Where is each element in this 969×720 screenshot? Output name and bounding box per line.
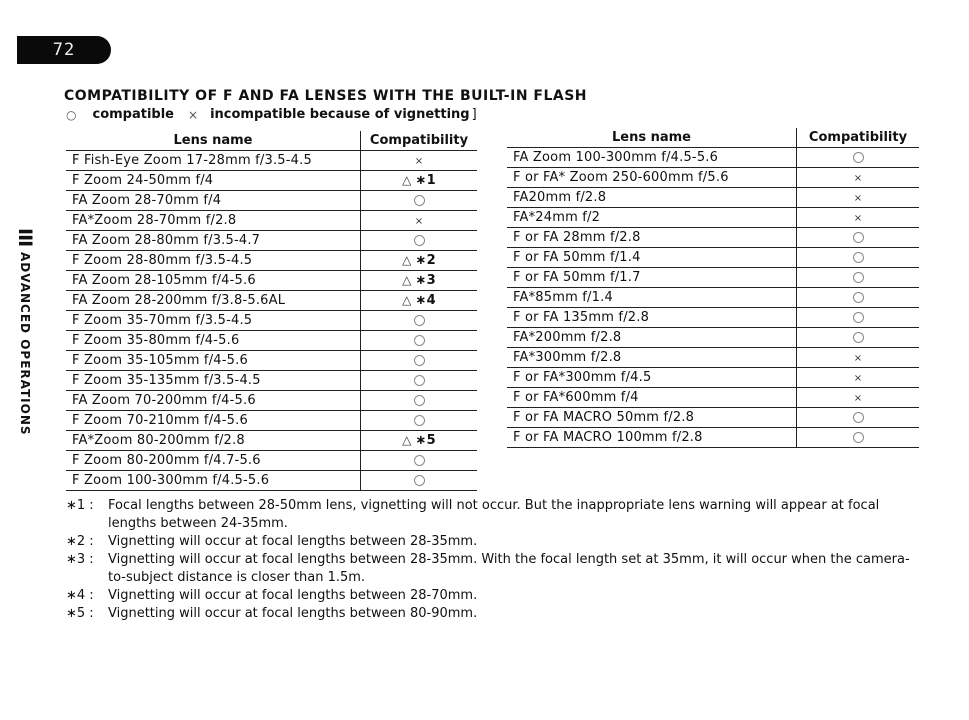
partial-triangle-icon: △ xyxy=(402,273,412,287)
lens-name-cell: FA*Zoom 80-200mm f/2.8 xyxy=(66,431,361,451)
table-row xyxy=(507,328,919,348)
lens-name-cell: F or FA*300mm f/4.5 xyxy=(507,368,797,388)
compatible-circle-icon xyxy=(414,455,425,466)
table-row xyxy=(507,228,919,248)
compatibility-cell xyxy=(361,351,478,371)
compatibility-cell xyxy=(361,331,478,351)
incompatible-x-icon: × xyxy=(853,213,863,224)
footnote xyxy=(66,551,926,587)
table-row xyxy=(507,268,919,288)
table-row xyxy=(507,368,919,388)
compatibility-cell xyxy=(797,348,920,368)
table-row xyxy=(66,471,477,491)
table-row xyxy=(507,308,919,328)
table-row xyxy=(66,391,477,411)
legend-bracket: ] xyxy=(471,107,477,122)
compatibility-cell xyxy=(361,471,478,491)
footnote-text: Focal lengths between 28-50mm lens, vignetting will not occur. But the inappropriate lens warning will appear at focal lengths between 24-35mm. xyxy=(108,498,880,531)
chapter-title: ADVANCED OPERATIONS xyxy=(18,252,32,436)
table-row xyxy=(66,251,477,271)
lens-name-cell: F or FA MACRO 100mm f/2.8 xyxy=(507,428,797,448)
lens-name-cell: FA Zoom 28-200mm f/3.8-5.6AL xyxy=(66,291,361,311)
lens-name-cell: FA*24mm f/2 xyxy=(507,208,797,228)
page-number: 72 xyxy=(52,40,76,60)
table-row xyxy=(507,408,919,428)
table-row xyxy=(507,148,919,168)
compatibility-cell xyxy=(361,431,478,451)
compatible-circle-icon xyxy=(853,232,864,243)
compatibility-cell xyxy=(797,428,920,448)
compatibility-cell xyxy=(797,148,920,168)
lens-name-cell: F Fish-Eye Zoom 17-28mm f/3.5-4.5 xyxy=(66,151,361,171)
lens-name-cell: F or FA MACRO 50mm f/2.8 xyxy=(507,408,797,428)
lens-name-cell: FA Zoom 28-80mm f/3.5-4.7 xyxy=(66,231,361,251)
lens-name-cell: FA Zoom 28-105mm f/4-5.6 xyxy=(66,271,361,291)
lens-name-cell: F Zoom 28-80mm f/3.5-4.5 xyxy=(66,251,361,271)
lens-name-cell: F Zoom 35-80mm f/4-5.6 xyxy=(66,331,361,351)
lens-table-right xyxy=(507,128,919,448)
compatibility-cell xyxy=(797,208,920,228)
compatibility-cell xyxy=(797,328,920,348)
table-row xyxy=(66,231,477,251)
compatibility-cell xyxy=(797,268,920,288)
table-row xyxy=(66,351,477,371)
footnote-reference: ∗5 xyxy=(415,433,436,448)
compatible-circle-icon xyxy=(414,195,425,206)
lens-name-cell: F Zoom 35-135mm f/3.5-4.5 xyxy=(66,371,361,391)
compatible-circle-icon xyxy=(853,312,864,323)
compatible-circle-icon xyxy=(853,292,864,303)
lens-table-left xyxy=(66,131,477,491)
incompatible-x-icon: × xyxy=(853,393,863,404)
compatible-circle-icon xyxy=(414,315,425,326)
table-header-row xyxy=(66,131,477,151)
compatible-symbol: ○ xyxy=(66,107,77,122)
lens-name-cell: F Zoom 35-105mm f/4-5.6 xyxy=(66,351,361,371)
chapter-numeral: III xyxy=(14,228,36,247)
compatibility-cell xyxy=(361,171,478,191)
compatible-circle-icon xyxy=(414,235,425,246)
table-row xyxy=(507,168,919,188)
partial-triangle-icon: △ xyxy=(402,293,412,307)
lens-name-cell: FA Zoom 28-70mm f/4 xyxy=(66,191,361,211)
lens-name-cell: FA*300mm f/2.8 xyxy=(507,348,797,368)
table-row xyxy=(66,151,477,171)
footnote-reference: ∗3 xyxy=(415,273,436,288)
table-row xyxy=(66,291,477,311)
table-row xyxy=(66,451,477,471)
compatibility-cell xyxy=(797,288,920,308)
lens-name-cell: F Zoom 80-200mm f/4.7-5.6 xyxy=(66,451,361,471)
table-row xyxy=(66,311,477,331)
compatible-circle-icon xyxy=(853,332,864,343)
incompatible-x-icon: × xyxy=(853,193,863,204)
header-lens-name: Lens name xyxy=(507,128,797,148)
lens-name-cell: FA20mm f/2.8 xyxy=(507,188,797,208)
compatibility-cell xyxy=(797,228,920,248)
compatibility-cell xyxy=(797,408,920,428)
lens-name-cell: F or FA*600mm f/4 xyxy=(507,388,797,408)
compatible-circle-icon xyxy=(853,152,864,163)
table-row xyxy=(66,331,477,351)
table-row xyxy=(507,248,919,268)
lens-name-cell: FA Zoom 100-300mm f/4.5-5.6 xyxy=(507,148,797,168)
lens-name-cell: F or FA* Zoom 250-600mm f/5.6 xyxy=(507,168,797,188)
table-row xyxy=(507,348,919,368)
table-row xyxy=(66,431,477,451)
table-header-row xyxy=(507,128,919,148)
footnote-reference: ∗1 xyxy=(415,173,436,188)
compatibility-cell xyxy=(361,411,478,431)
footnote-reference: ∗4 xyxy=(415,293,436,308)
partial-triangle-icon: △ xyxy=(402,173,412,187)
lens-name-cell: F or FA 28mm f/2.8 xyxy=(507,228,797,248)
table-row xyxy=(66,271,477,291)
lens-name-cell: FA*200mm f/2.8 xyxy=(507,328,797,348)
table-row xyxy=(66,211,477,231)
compatibility-cell xyxy=(797,168,920,188)
page-title: COMPATIBILITY OF F AND FA LENSES WITH THE BUILT-IN FLASH xyxy=(64,88,588,104)
compatible-circle-icon xyxy=(853,432,864,443)
compatibility-cell xyxy=(361,451,478,471)
header-compatibility: Compatibility xyxy=(361,131,478,151)
compatible-circle-icon xyxy=(853,412,864,423)
compatibility-cell xyxy=(361,251,478,271)
footnote-mark: ∗5 : xyxy=(66,606,94,621)
compatible-circle-icon xyxy=(414,375,425,386)
compatibility-cell xyxy=(361,371,478,391)
compatibility-cell xyxy=(797,248,920,268)
table-row xyxy=(66,411,477,431)
footnote-mark: ∗3 : xyxy=(66,552,94,567)
compatible-circle-icon xyxy=(853,252,864,263)
lens-name-cell: F or FA 50mm f/1.4 xyxy=(507,248,797,268)
compatibility-cell xyxy=(797,188,920,208)
footnote-text: Vignetting will occur at focal lengths between 28-35mm. xyxy=(108,534,478,549)
footnote-reference: ∗2 xyxy=(415,253,436,268)
compatibility-cell xyxy=(361,151,478,171)
footnote xyxy=(66,497,926,533)
table-row xyxy=(66,171,477,191)
compatibility-cell xyxy=(797,308,920,328)
table-row xyxy=(507,208,919,228)
legend xyxy=(64,107,477,122)
footnote-text: Vignetting will occur at focal lengths between 28-70mm. xyxy=(108,588,478,603)
compatible-circle-icon xyxy=(414,355,425,366)
compatible-circle-icon xyxy=(414,395,425,406)
incompatible-symbol: × xyxy=(188,107,199,122)
lens-name-cell: F or FA 50mm f/1.7 xyxy=(507,268,797,288)
compatibility-cell xyxy=(361,391,478,411)
header-lens-name: Lens name xyxy=(66,131,361,151)
footnote-mark: ∗2 : xyxy=(66,534,94,549)
compatibility-cell xyxy=(361,191,478,211)
legend-compatible: compatible xyxy=(92,107,174,122)
compatible-circle-icon xyxy=(853,272,864,283)
compatible-circle-icon xyxy=(414,475,425,486)
header-compatibility: Compatibility xyxy=(797,128,920,148)
incompatible-x-icon: × xyxy=(414,216,424,227)
lens-name-cell: F Zoom 70-210mm f/4-5.6 xyxy=(66,411,361,431)
footnotes xyxy=(66,497,926,623)
partial-triangle-icon: △ xyxy=(402,253,412,267)
compatibility-cell xyxy=(361,231,478,251)
compatibility-cell xyxy=(361,311,478,331)
lens-name-cell: FA*85mm f/1.4 xyxy=(507,288,797,308)
table-row xyxy=(507,428,919,448)
footnote xyxy=(66,533,926,551)
footnote-text: Vignetting will occur at focal lengths between 80-90mm. xyxy=(108,606,478,621)
lens-name-cell: F Zoom 100-300mm f/4.5-5.6 xyxy=(66,471,361,491)
footnote-text: Vignetting will occur at focal lengths between 28-35mm. With the focal length set at 35mm, it will occur when the camera-to-subject distance is closer than 1.5m. xyxy=(108,552,910,585)
compatibility-cell xyxy=(361,211,478,231)
compatible-circle-icon xyxy=(414,415,425,426)
table-row xyxy=(507,188,919,208)
compatibility-cell xyxy=(361,271,478,291)
table-row xyxy=(66,191,477,211)
incompatible-x-icon: × xyxy=(853,353,863,364)
incompatible-x-icon: × xyxy=(414,156,424,167)
compatibility-cell xyxy=(797,388,920,408)
footnote xyxy=(66,605,926,623)
lens-name-cell: FA Zoom 70-200mm f/4-5.6 xyxy=(66,391,361,411)
lens-name-cell: F Zoom 24-50mm f/4 xyxy=(66,171,361,191)
compatible-circle-icon xyxy=(414,335,425,346)
table-row xyxy=(507,288,919,308)
partial-triangle-icon: △ xyxy=(402,433,412,447)
lens-name-cell: F Zoom 35-70mm f/3.5-4.5 xyxy=(66,311,361,331)
page-number-tab xyxy=(17,36,111,64)
footnote xyxy=(66,587,926,605)
footnote-mark: ∗1 : xyxy=(66,498,94,513)
compatibility-cell xyxy=(361,291,478,311)
table-row xyxy=(66,371,477,391)
table-row xyxy=(507,388,919,408)
incompatible-x-icon: × xyxy=(853,373,863,384)
footnote-mark: ∗4 : xyxy=(66,588,94,603)
legend-incompatible: incompatible because of vignetting xyxy=(210,107,470,122)
lens-name-cell: F or FA 135mm f/2.8 xyxy=(507,308,797,328)
lens-name-cell: FA*Zoom 28-70mm f/2.8 xyxy=(66,211,361,231)
chapter-side-label xyxy=(14,228,36,436)
compatibility-cell xyxy=(797,368,920,388)
incompatible-x-icon: × xyxy=(853,173,863,184)
